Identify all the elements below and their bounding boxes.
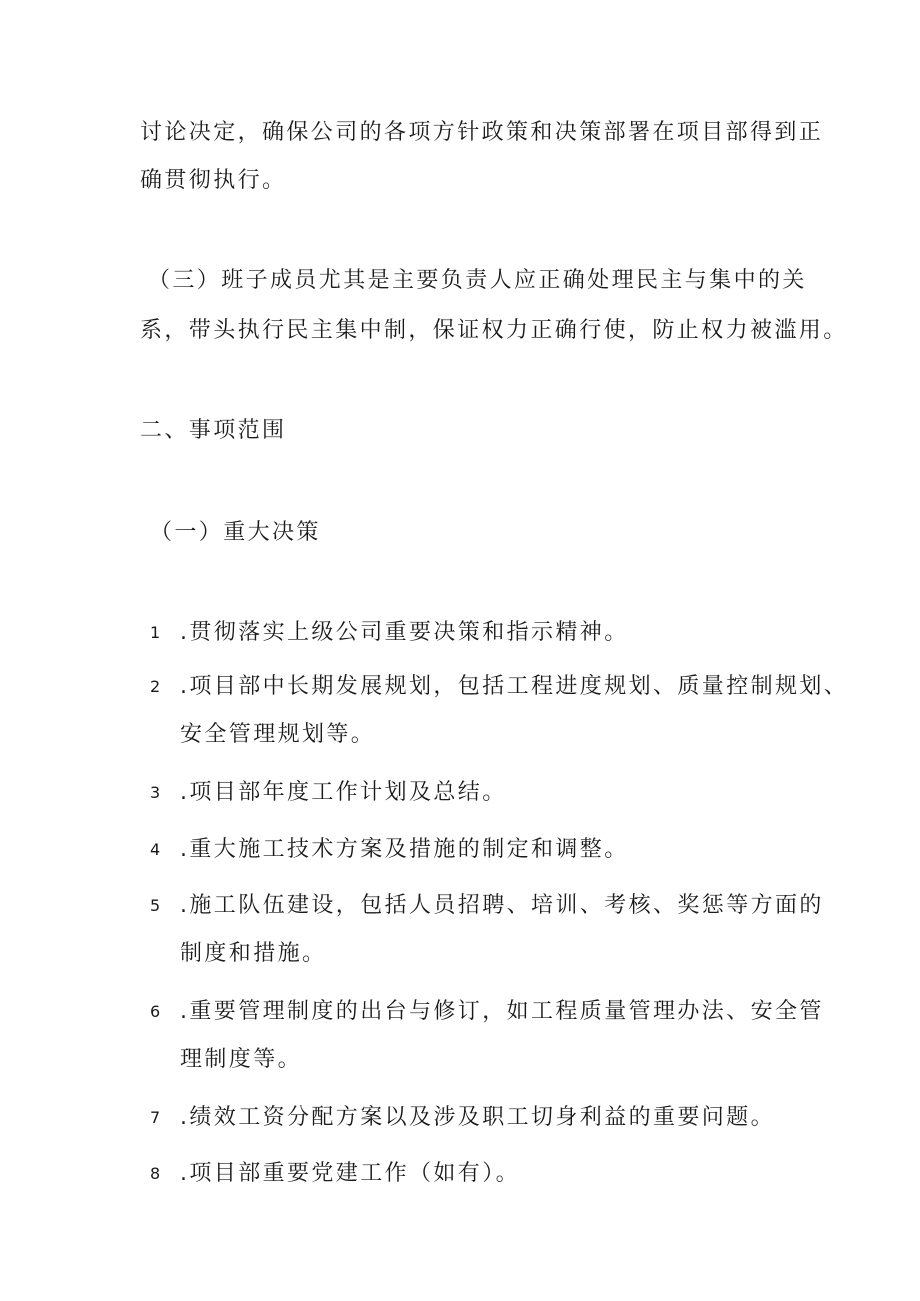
paragraph-continuation-line-1: 讨论决定，确保公司的各项方针政策和决策部署在项目部得到正	[140, 120, 824, 145]
item-text: .贯彻落实上级公司重要决策和指示精神。	[180, 620, 629, 645]
item-text: .项目部年度工作计划及总结。	[180, 780, 507, 805]
item-number: 3	[150, 783, 161, 802]
item-number: 2	[150, 677, 161, 696]
item-text: .施工队伍建设，包括人员招聘、培训、考核、奖惩等方面的	[180, 893, 824, 918]
item-text-continuation: 理制度等。	[180, 1047, 303, 1072]
item-text-continuation: 安全管理规划等。	[180, 722, 376, 747]
item-text: .绩效工资分配方案以及涉及职工切身利益的重要问题。	[180, 1105, 775, 1130]
item-number: 1	[150, 623, 161, 642]
item-text: .项目部中长期发展规划，包括工程进度规划、质量控制规划、	[180, 674, 849, 699]
item-number: 4	[150, 840, 161, 859]
paragraph-continuation-line-2: 确贯彻执行。	[140, 168, 287, 193]
item-number: 6	[150, 1002, 161, 1021]
item-text: .重大施工技术方案及措施的制定和调整。	[180, 837, 629, 862]
item-text: .项目部重要党建工作（如有）。	[180, 1161, 520, 1186]
subsection-heading: （一）重大决策	[150, 520, 321, 545]
item-text-continuation: 制度和措施。	[180, 941, 327, 966]
paragraph-three-line-2: 系，带头执行民主集中制，保证权力正确行使，防止权力被滥用。	[140, 318, 848, 343]
section-heading: 二、事项范围	[140, 418, 287, 443]
item-number: 5	[150, 896, 161, 915]
item-number: 7	[150, 1108, 161, 1127]
paragraph-three-line-1: （三）班子成员尤其是主要负责人应正确处理民主与集中的关	[148, 268, 807, 293]
item-number: 8	[150, 1164, 161, 1183]
item-text: .重要管理制度的出台与修订，如工程质量管理办法、安全管	[180, 999, 824, 1024]
